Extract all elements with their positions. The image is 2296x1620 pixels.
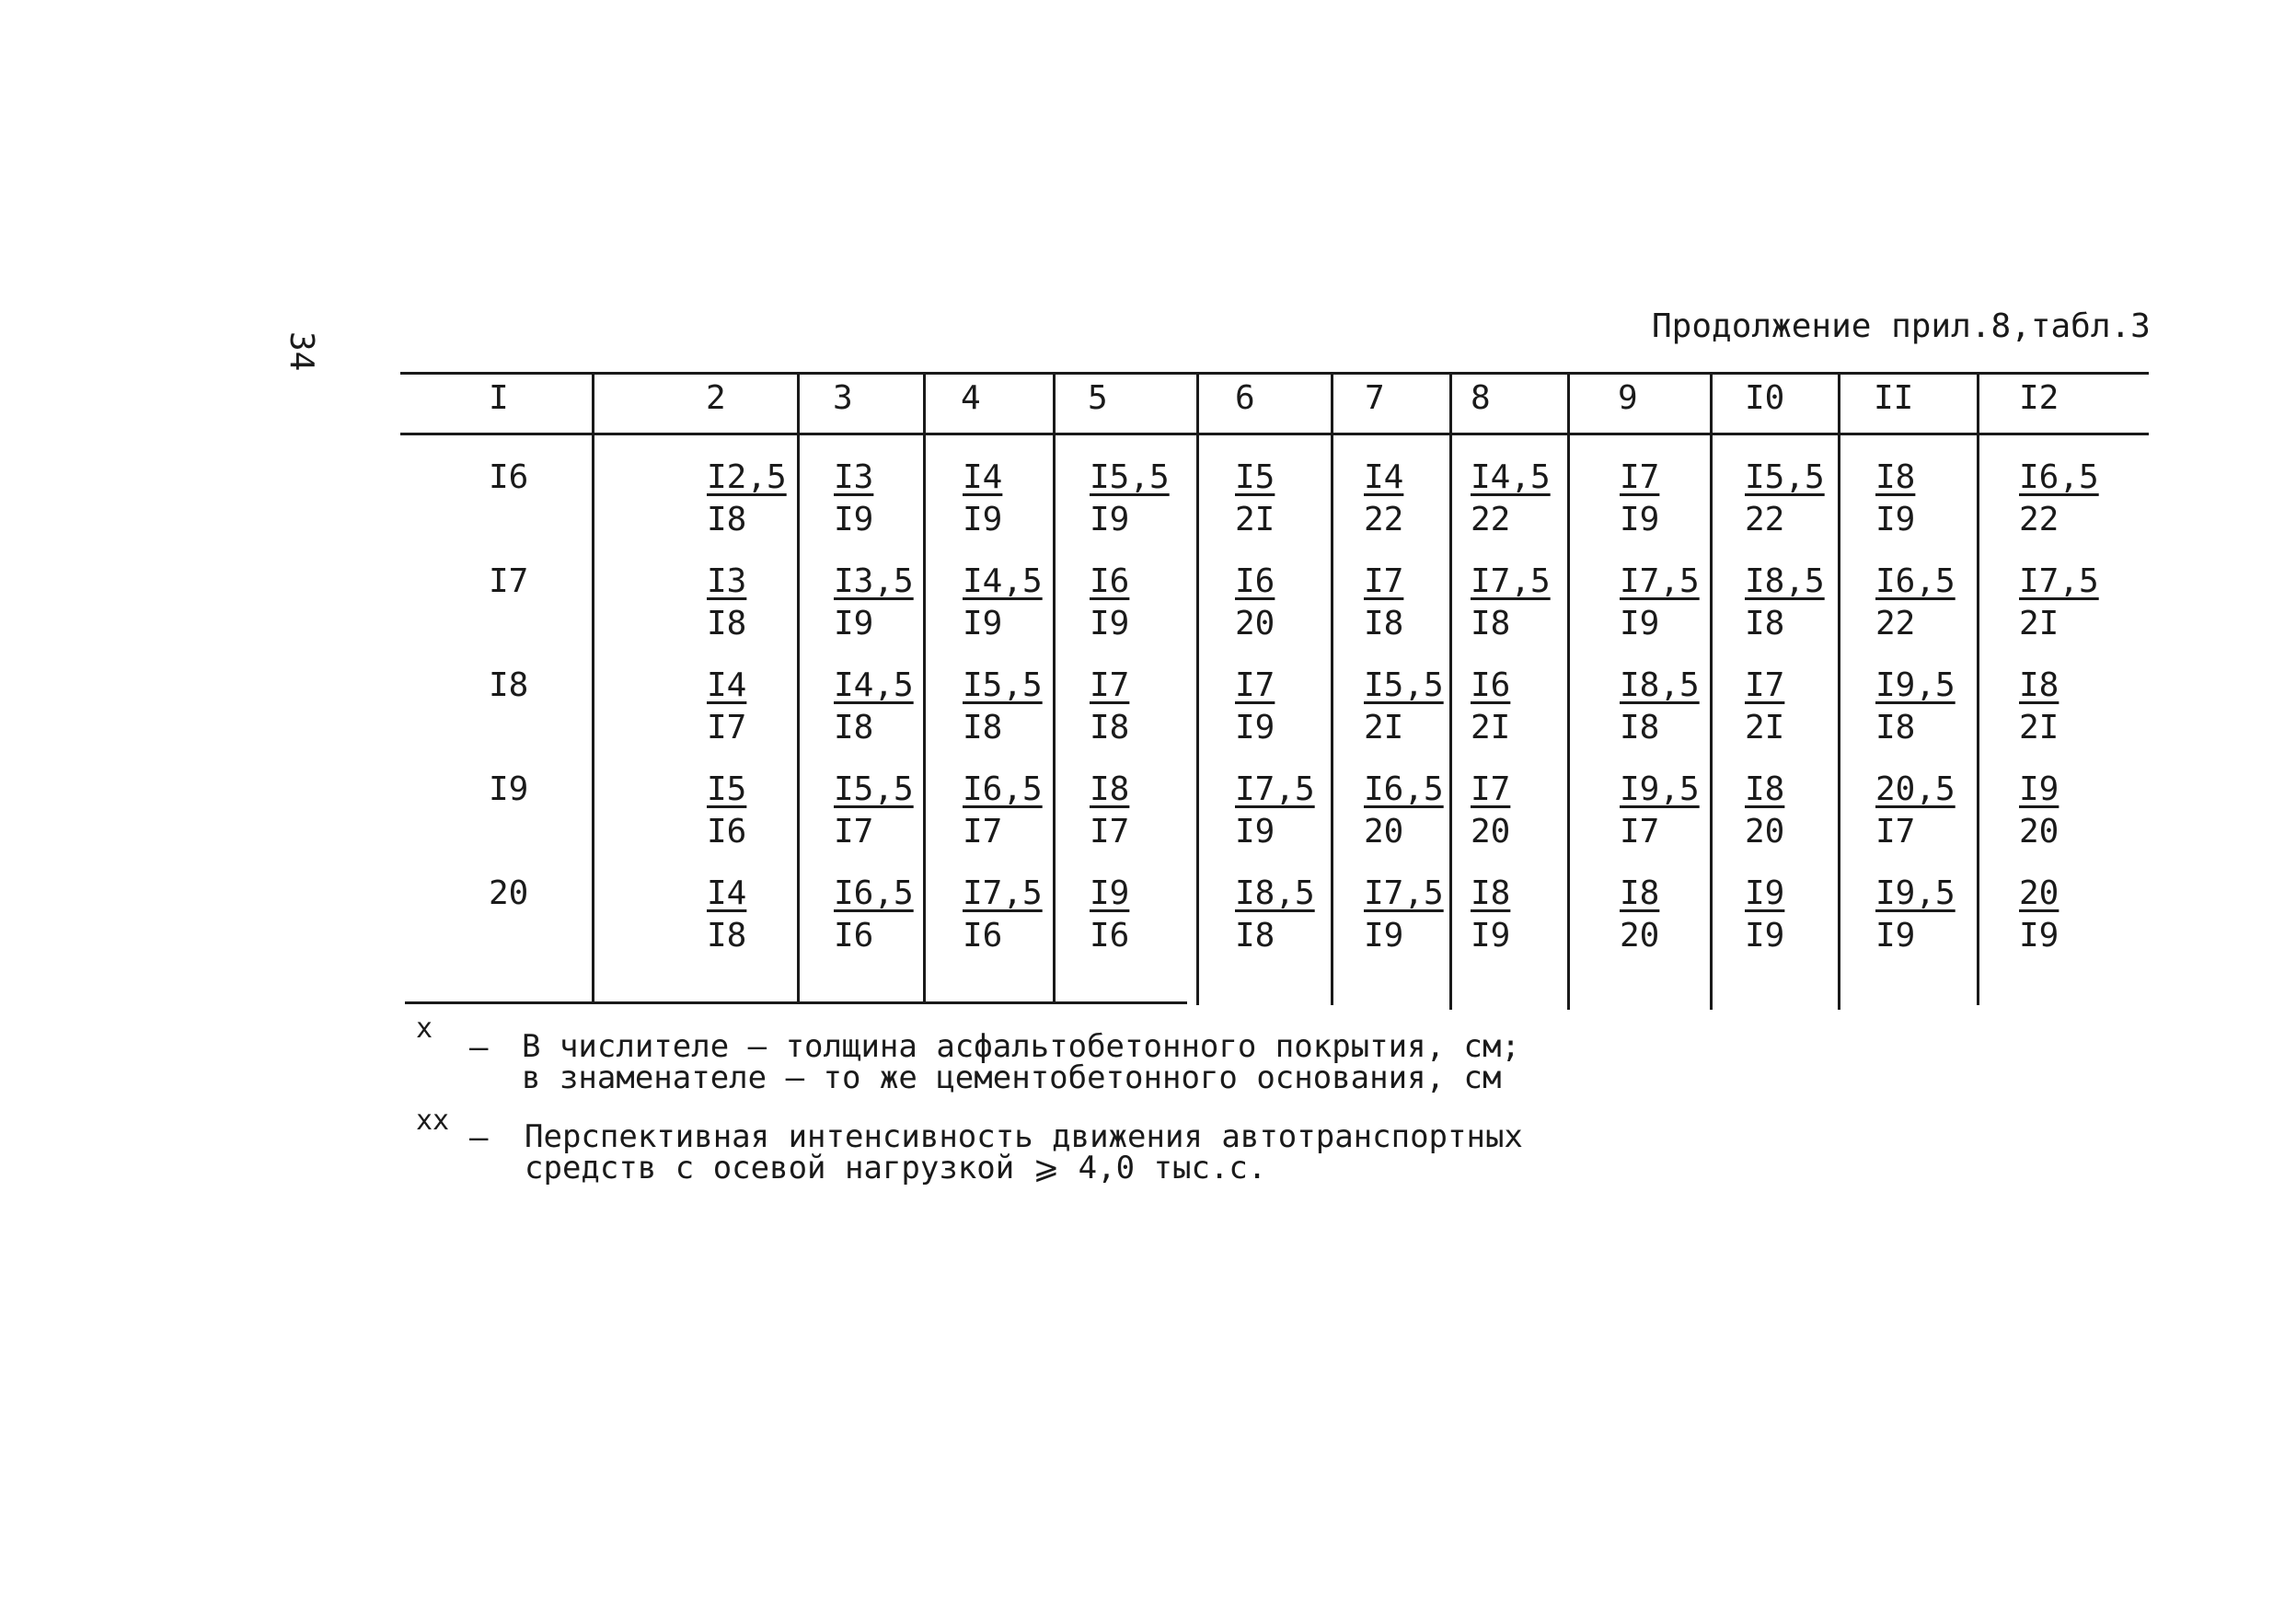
table-cell: [1235, 769, 1315, 853]
cell-numerator: I5,5: [834, 770, 914, 808]
table-cell: [1620, 457, 1659, 541]
cell-denominator: I9: [1090, 605, 1130, 642]
cell-denominator: 20: [1620, 917, 1660, 955]
footnote-line: в знаменателе – то же цементобетонного основания, см: [522, 1059, 1502, 1096]
table-cell: [1364, 873, 1444, 957]
table-cell: [1090, 873, 1129, 957]
table-cell: [2019, 561, 2099, 645]
cell-denominator: 2I: [2019, 709, 2059, 746]
cell-denominator: I9: [1620, 605, 1660, 642]
cell-numerator: I8: [1620, 874, 1660, 912]
cell-denominator: I9: [1620, 501, 1660, 538]
cell-denominator: I9: [1235, 813, 1275, 850]
table-cell: [834, 873, 914, 957]
cell-numerator: I5,5: [963, 666, 1043, 704]
cell-denominator: I7: [963, 813, 1003, 850]
column-divider: [1331, 375, 1333, 1005]
cell-denominator: I9: [834, 605, 874, 642]
table-cell: [2019, 457, 2099, 541]
table-cell: [2019, 873, 2059, 957]
cell-numerator: I7: [1364, 562, 1404, 600]
cell-numerator: I9,5: [1620, 770, 1700, 808]
table-cell: [2019, 665, 2059, 749]
cell-numerator: I6: [1090, 562, 1130, 600]
cell-numerator: I4,5: [963, 562, 1043, 600]
cell-numerator: I8: [2019, 666, 2059, 704]
cell-denominator: I9: [1471, 917, 1511, 955]
table-cell: [1364, 561, 1403, 645]
table-cell: [1745, 769, 1784, 853]
table-caption: Продолжение прил.8,табл.3: [1652, 307, 2151, 345]
table-cell: [1875, 457, 1915, 541]
table-cell: [707, 457, 787, 541]
cell-numerator: I7: [1235, 666, 1275, 704]
cell-numerator: I7,5: [1471, 562, 1551, 600]
cell-denominator: 2I: [1235, 501, 1275, 538]
cell-denominator: I7: [834, 813, 874, 850]
column-header: 8: [1471, 379, 1491, 417]
table-cell: [1875, 873, 1956, 957]
cell-numerator: I6,5: [963, 770, 1043, 808]
table-cell: [834, 665, 914, 749]
footnote-text: [525, 1118, 1523, 1186]
cell-denominator: I8: [707, 605, 747, 642]
table-cell: [1471, 665, 1510, 749]
cell-denominator: I7: [707, 709, 747, 746]
row-label: I6: [489, 458, 529, 496]
cell-numerator: I9,5: [1875, 874, 1956, 912]
footnote-text: [522, 1028, 1520, 1096]
cell-denominator: I9: [1090, 501, 1130, 538]
cell-denominator: I8: [1620, 709, 1660, 746]
table-cell: [963, 769, 1043, 853]
column-divider: [1977, 375, 1979, 1005]
cell-numerator: I6,5: [1364, 770, 1444, 808]
cell-numerator: 20: [2019, 874, 2059, 912]
table-cell: [707, 873, 746, 957]
cell-denominator: 20: [1235, 605, 1275, 642]
cell-denominator: 2I: [2019, 605, 2059, 642]
table-cell: [1090, 769, 1129, 853]
cell-denominator: I8: [1090, 709, 1130, 746]
table-cell: [707, 561, 746, 645]
cell-denominator: I6: [834, 917, 874, 955]
column-divider: [1053, 375, 1056, 1003]
table-cell: [1745, 561, 1825, 645]
cell-denominator: I7: [1090, 813, 1130, 850]
table-cell: [1235, 665, 1275, 749]
table-cell: [1875, 769, 1956, 853]
cell-denominator: I8: [707, 917, 747, 955]
cell-denominator: I8: [1364, 605, 1404, 642]
column-header: 3: [833, 379, 853, 417]
cell-denominator: I9: [1875, 501, 1916, 538]
cell-numerator: I8: [1875, 458, 1916, 496]
table-cell: [1364, 457, 1403, 541]
table-cell: [834, 769, 914, 853]
row-label: 20: [489, 874, 529, 912]
table-cell: [1471, 769, 1510, 853]
cell-numerator: I5: [707, 770, 747, 808]
footnote-dash: –: [469, 1029, 489, 1066]
cell-denominator: I9: [1875, 917, 1916, 955]
table-cell: [1471, 457, 1551, 541]
cell-denominator: 20: [1364, 813, 1404, 850]
column-divider: [1710, 375, 1713, 1010]
cell-denominator: 2I: [1364, 709, 1404, 746]
footnote-line: Перспективная интенсивность движения автотранспортных: [525, 1118, 1523, 1155]
cell-denominator: 22: [1364, 501, 1404, 538]
table-cell: [1090, 665, 1129, 749]
table-cell: [963, 873, 1043, 957]
cell-denominator: I9: [2019, 917, 2059, 955]
cell-denominator: I8: [1471, 605, 1511, 642]
cell-numerator: I9,5: [1875, 666, 1956, 704]
cell-numerator: I6: [1471, 666, 1511, 704]
column-divider: [923, 375, 926, 1003]
cell-numerator: I7: [1745, 666, 1785, 704]
footnote-dash: –: [469, 1119, 489, 1156]
cell-numerator: I8: [1471, 874, 1511, 912]
cell-numerator: I4: [1364, 458, 1404, 496]
table-cell: [834, 457, 873, 541]
cell-numerator: I6,5: [2019, 458, 2099, 496]
table-cell: [1471, 873, 1510, 957]
table-cell: [1875, 665, 1956, 749]
cell-denominator: 2I: [1471, 709, 1511, 746]
cell-numerator: I5,5: [1090, 458, 1170, 496]
column-divider: [1196, 375, 1199, 1005]
cell-numerator: I6,5: [1875, 562, 1956, 600]
table-cell: [1745, 457, 1825, 541]
cell-denominator: 20: [1745, 813, 1785, 850]
cell-numerator: I6: [1235, 562, 1275, 600]
cell-denominator: I8: [1235, 917, 1275, 955]
table-cell: [1471, 561, 1551, 645]
cell-numerator: I9: [2019, 770, 2059, 808]
cell-numerator: I2,5: [707, 458, 787, 496]
table-cell: [834, 561, 914, 645]
table-cell: [1745, 665, 1784, 749]
table-top-rule: [400, 372, 2149, 375]
cell-numerator: I3: [707, 562, 747, 600]
cell-numerator: I3,5: [834, 562, 914, 600]
column-header: 4: [961, 379, 981, 417]
cell-numerator: I4: [707, 874, 747, 912]
table-cell: [963, 561, 1043, 645]
page-number: 34: [283, 331, 320, 372]
table-cell: [2019, 769, 2059, 853]
cell-denominator: I6: [707, 813, 747, 850]
cell-denominator: 22: [1745, 501, 1785, 538]
cell-denominator: I8: [963, 709, 1003, 746]
cell-denominator: 22: [2019, 501, 2059, 538]
table-cell: [1090, 561, 1129, 645]
table-cell: [1235, 873, 1315, 957]
cell-denominator: 22: [1471, 501, 1511, 538]
cell-numerator: I7,5: [1364, 874, 1444, 912]
cell-numerator: I6,5: [834, 874, 914, 912]
cell-numerator: 20,5: [1875, 770, 1956, 808]
column-divider: [1838, 375, 1840, 1010]
cell-denominator: I7: [1875, 813, 1916, 850]
cell-denominator: I9: [1235, 709, 1275, 746]
cell-denominator: I9: [963, 501, 1003, 538]
table-cell: [1745, 873, 1784, 957]
cell-denominator: I8: [834, 709, 874, 746]
cell-numerator: I7,5: [963, 874, 1043, 912]
row-label: I7: [489, 562, 529, 600]
column-header: 2: [706, 379, 726, 417]
table-cell: [1364, 665, 1444, 749]
cell-denominator: I9: [1364, 917, 1404, 955]
cell-denominator: I8: [1875, 709, 1916, 746]
cell-numerator: I7: [1090, 666, 1130, 704]
cell-denominator: I6: [963, 917, 1003, 955]
table-cell: [1090, 457, 1170, 541]
footnote-line: В числителе – толщина асфальтобетонного покрытия, см;: [522, 1028, 1520, 1065]
table-cell: [707, 665, 746, 749]
table-cell: [1235, 457, 1275, 541]
cell-numerator: I8: [1745, 770, 1785, 808]
column-header: I0: [1745, 379, 1785, 417]
cell-numerator: I3: [834, 458, 874, 496]
table-cell: [1364, 769, 1444, 853]
cell-numerator: I4: [963, 458, 1003, 496]
table-cell: [1235, 561, 1275, 645]
cell-denominator: I7: [1620, 813, 1660, 850]
table-cell: [707, 769, 746, 853]
cell-numerator: I7,5: [2019, 562, 2099, 600]
cell-numerator: I7: [1620, 458, 1660, 496]
table-cell: [963, 665, 1043, 749]
cell-denominator: I6: [1090, 917, 1130, 955]
column-divider: [797, 375, 800, 1003]
row-label: I8: [489, 666, 529, 704]
cell-numerator: I5: [1235, 458, 1275, 496]
column-header: 6: [1235, 379, 1255, 417]
table-cell: [963, 457, 1002, 541]
cell-numerator: I7: [1471, 770, 1511, 808]
cell-denominator: I8: [1745, 605, 1785, 642]
cell-numerator: I4: [707, 666, 747, 704]
table-cell: [1620, 665, 1700, 749]
cell-numerator: I9: [1745, 874, 1785, 912]
cell-denominator: 20: [2019, 813, 2059, 850]
cell-numerator: I8,5: [1235, 874, 1315, 912]
cell-denominator: I9: [1745, 917, 1785, 955]
column-divider: [592, 375, 594, 1003]
column-header: I: [489, 379, 509, 417]
cell-numerator: I4,5: [1471, 458, 1551, 496]
column-divider: [1449, 375, 1452, 1010]
cell-numerator: I7,5: [1620, 562, 1700, 600]
column-divider: [1567, 375, 1570, 1010]
column-header: 7: [1365, 379, 1385, 417]
column-header: 5: [1088, 379, 1108, 417]
footnote-line: средств с осевой нагрузкой ⩾ 4,0 тыс.с.: [525, 1150, 1267, 1186]
cell-denominator: I9: [834, 501, 874, 538]
cell-numerator: I8,5: [1745, 562, 1825, 600]
table-bottom-rule: [405, 1001, 1187, 1004]
table-header-rule: [400, 433, 2149, 435]
column-header: II: [1874, 379, 1914, 417]
column-header: 9: [1618, 379, 1638, 417]
table-cell: [1620, 769, 1700, 853]
cell-numerator: I7,5: [1235, 770, 1315, 808]
footnote-mark: xx: [416, 1105, 450, 1137]
cell-numerator: I5,5: [1364, 666, 1444, 704]
cell-denominator: 22: [1875, 605, 1916, 642]
cell-numerator: I8,5: [1620, 666, 1700, 704]
row-label: I9: [489, 770, 529, 808]
cell-denominator: I9: [963, 605, 1003, 642]
cell-denominator: 20: [1471, 813, 1511, 850]
cell-denominator: 2I: [1745, 709, 1785, 746]
cell-numerator: I5,5: [1745, 458, 1825, 496]
cell-denominator: I8: [707, 501, 747, 538]
table-cell: [1875, 561, 1956, 645]
cell-numerator: I4,5: [834, 666, 914, 704]
column-header: I2: [2019, 379, 2059, 417]
footnote-mark: x: [416, 1012, 433, 1045]
table-cell: [1620, 873, 1659, 957]
table-cell: [1620, 561, 1700, 645]
cell-numerator: I9: [1090, 874, 1130, 912]
cell-numerator: I8: [1090, 770, 1130, 808]
